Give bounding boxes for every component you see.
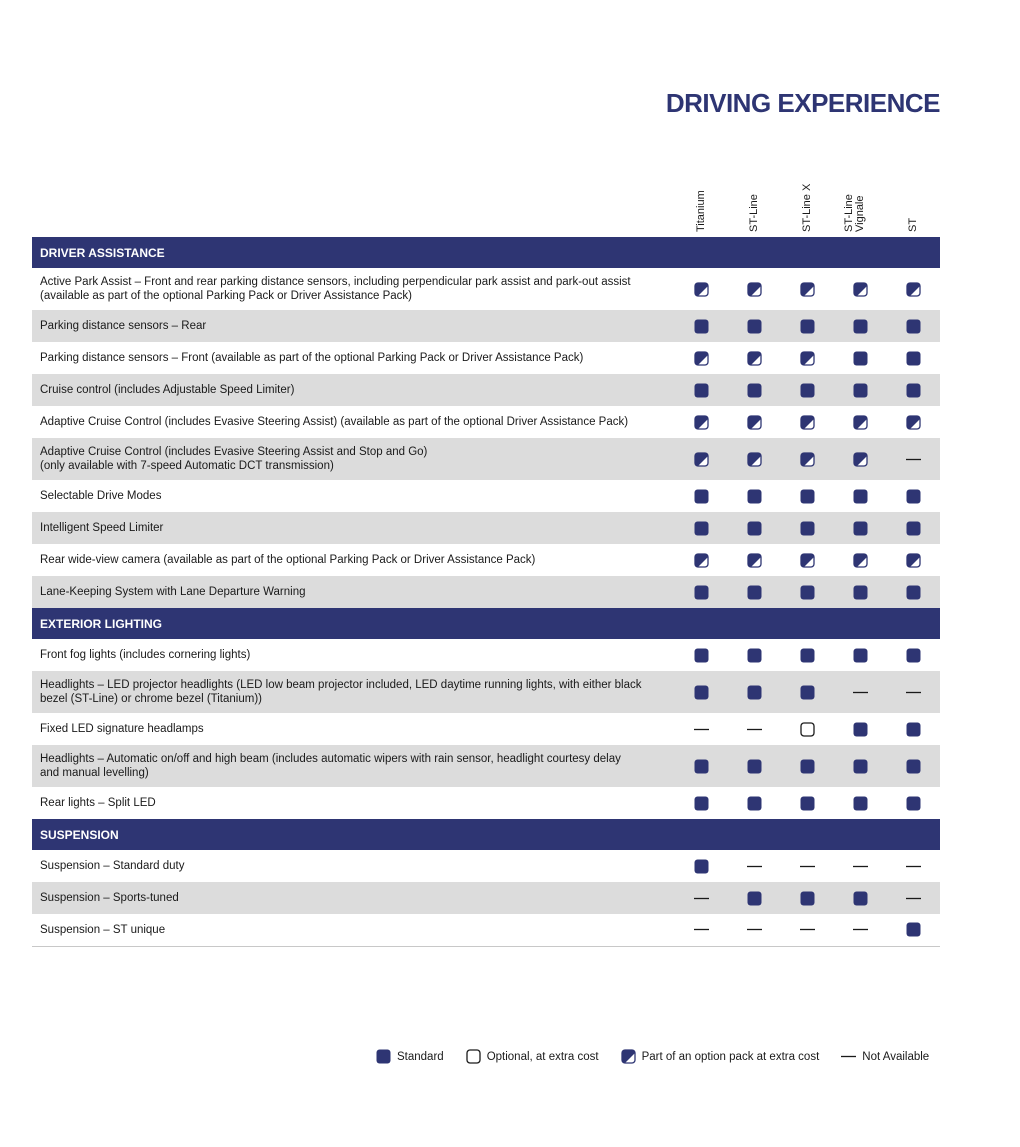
standard-icon — [747, 319, 762, 334]
not-available-icon — [853, 859, 868, 874]
availability-cell — [834, 850, 887, 882]
option-pack-icon — [694, 415, 709, 430]
section-title: EXTERIOR LIGHTING — [32, 608, 940, 639]
not-available-icon — [694, 922, 709, 937]
availability-cell — [834, 671, 887, 713]
option-pack-icon — [800, 282, 815, 297]
availability-cell — [728, 438, 781, 480]
option-pack-icon — [747, 282, 762, 297]
availability-cell — [781, 882, 834, 914]
option-pack-icon — [694, 282, 709, 297]
option-pack-icon — [747, 415, 762, 430]
column-header — [671, 168, 731, 232]
not-available-icon — [841, 1049, 856, 1064]
availability-cell — [781, 639, 834, 671]
availability-cell — [781, 438, 834, 480]
availability-cell — [675, 406, 728, 438]
availability-cell — [834, 438, 887, 480]
standard-icon — [694, 585, 709, 600]
table-row — [32, 374, 940, 406]
option-pack-icon — [800, 553, 815, 568]
availability-cell — [887, 882, 940, 914]
standard-icon — [906, 585, 921, 600]
availability-cell — [675, 342, 728, 374]
availability-cell — [781, 914, 834, 946]
standard-icon — [800, 759, 815, 774]
standard-icon — [694, 759, 709, 774]
availability-cell — [834, 342, 887, 374]
standard-icon — [747, 891, 762, 906]
availability-cell — [887, 914, 940, 946]
availability-cell — [675, 639, 728, 671]
column-header — [777, 168, 837, 232]
feature-label: Cruise control (includes Adjustable Speed Limiter) — [32, 374, 675, 406]
not-available-icon — [906, 891, 921, 906]
availability-cell — [675, 438, 728, 480]
availability-cell — [781, 512, 834, 544]
availability-cell — [675, 713, 728, 745]
availability-cell — [834, 544, 887, 576]
table-row — [32, 882, 940, 914]
section-header — [32, 608, 940, 639]
availability-cell — [728, 544, 781, 576]
column-header — [883, 168, 943, 232]
not-available-icon — [853, 685, 868, 700]
option-pack-icon — [694, 351, 709, 366]
section-header — [32, 819, 940, 850]
availability-cell — [834, 745, 887, 787]
table-row — [32, 480, 940, 512]
availability-cell — [781, 406, 834, 438]
standard-icon — [800, 648, 815, 663]
not-available-icon — [694, 891, 709, 906]
standard-icon — [747, 585, 762, 600]
standard-icon — [800, 383, 815, 398]
table-row — [32, 544, 940, 576]
availability-cell — [728, 342, 781, 374]
availability-cell — [675, 671, 728, 713]
feature-label: Parking distance sensors – Rear — [32, 310, 675, 342]
table-row — [32, 406, 940, 438]
availability-cell — [728, 882, 781, 914]
availability-cell — [728, 671, 781, 713]
availability-cell — [887, 268, 940, 310]
availability-cell — [834, 914, 887, 946]
not-available-icon — [906, 452, 921, 467]
standard-icon — [747, 796, 762, 811]
availability-cell — [675, 480, 728, 512]
availability-cell — [887, 576, 940, 608]
availability-cell — [834, 512, 887, 544]
standard-icon — [694, 319, 709, 334]
availability-cell — [887, 438, 940, 480]
standard-icon — [853, 722, 868, 737]
availability-cell — [887, 310, 940, 342]
column-header-label: ST-Line — [748, 194, 760, 232]
spec-table — [32, 237, 940, 947]
feature-label: Rear wide-view camera (available as part of the optional Parking Pack or Driver Assistance Pack) — [40, 554, 536, 566]
feature-label: Intelligent Speed Limiter — [32, 512, 675, 544]
availability-cell — [887, 713, 940, 745]
option-pack-icon — [853, 452, 868, 467]
legend-item — [466, 1049, 599, 1064]
feature-label: Active Park Assist – Front and rear parking distance sensors, including perpendicular park assist and park-out assist (available as part of the optional Parking Pack or Driver Assistance Pack) — [40, 276, 631, 302]
availability-cell — [834, 882, 887, 914]
availability-cell — [675, 512, 728, 544]
availability-cell — [781, 310, 834, 342]
availability-cell — [781, 544, 834, 576]
standard-icon — [853, 585, 868, 600]
table-row — [32, 310, 940, 342]
availability-cell — [675, 310, 728, 342]
availability-cell — [728, 745, 781, 787]
availability-cell — [781, 342, 834, 374]
standard-icon — [747, 648, 762, 663]
standard-icon — [906, 722, 921, 737]
table-row — [32, 713, 940, 745]
legend — [376, 1049, 929, 1064]
feature-label: Fixed LED signature headlamps — [40, 723, 204, 735]
standard-icon — [906, 319, 921, 334]
table-row — [32, 512, 940, 544]
legend-label: Optional, at extra cost — [486, 1050, 599, 1063]
section-title: DRIVER ASSISTANCE — [32, 237, 940, 268]
standard-icon — [906, 759, 921, 774]
option-pack-icon — [747, 351, 762, 366]
availability-cell — [834, 639, 887, 671]
feature-label: Adaptive Cruise Control (includes Evasive Steering Assist) (available as part of the optional Driver Assistance Pack) — [40, 416, 629, 428]
option-pack-icon — [906, 553, 921, 568]
availability-cell — [728, 374, 781, 406]
not-available-icon — [747, 859, 762, 874]
availability-cell — [675, 914, 728, 946]
standard-icon — [906, 351, 921, 366]
standard-icon — [906, 521, 921, 536]
standard-icon — [694, 648, 709, 663]
standard-icon — [853, 351, 868, 366]
availability-cell — [728, 787, 781, 819]
availability-cell — [675, 374, 728, 406]
not-available-icon — [906, 685, 921, 700]
column-header — [724, 168, 784, 232]
option-pack-icon — [906, 415, 921, 430]
table-row — [32, 268, 940, 310]
availability-cell — [728, 310, 781, 342]
availability-cell — [781, 850, 834, 882]
availability-cell — [728, 480, 781, 512]
legend-label: Not Available — [862, 1050, 930, 1063]
standard-icon — [800, 521, 815, 536]
availability-cell — [675, 268, 728, 310]
feature-label: Rear lights – Split LED — [40, 797, 156, 809]
feature-label: Suspension – Standard duty — [40, 860, 185, 872]
column-header-label: ST-Line Vignale — [843, 194, 866, 232]
standard-icon — [853, 383, 868, 398]
standard-icon — [906, 489, 921, 504]
option-pack-icon — [694, 452, 709, 467]
table-row — [32, 576, 940, 608]
availability-cell — [781, 713, 834, 745]
availability-cell — [728, 406, 781, 438]
not-available-icon — [694, 722, 709, 737]
option-pack-icon — [906, 282, 921, 297]
column-header-label: ST — [907, 217, 919, 232]
availability-cell — [887, 512, 940, 544]
option-pack-icon — [853, 553, 868, 568]
legend-item — [621, 1049, 820, 1064]
standard-icon — [853, 891, 868, 906]
feature-label: Front fog lights (includes cornering lights) — [40, 649, 251, 661]
availability-cell — [728, 850, 781, 882]
standard-icon — [906, 796, 921, 811]
column-header-label: Titanium — [695, 190, 707, 232]
standard-icon — [853, 319, 868, 334]
feature-label: Headlights – Automatic on/off and high beam (includes automatic wipers with rain sensor, headlight courtesy delay and manual levelling) — [32, 745, 675, 787]
standard-icon — [906, 648, 921, 663]
section-header — [32, 237, 940, 268]
availability-cell — [834, 374, 887, 406]
availability-cell — [834, 480, 887, 512]
standard-icon — [747, 489, 762, 504]
not-available-icon — [906, 859, 921, 874]
standard-icon — [906, 922, 921, 937]
availability-cell — [834, 576, 887, 608]
availability-cell — [781, 268, 834, 310]
availability-cell — [675, 850, 728, 882]
standard-icon — [694, 859, 709, 874]
availability-cell — [675, 576, 728, 608]
availability-cell — [781, 480, 834, 512]
availability-cell — [728, 713, 781, 745]
feature-label: Adaptive Cruise Control (includes Evasive Steering Assist and Stop and Go) (only available with 7-speed Automatic DCT transmission) — [32, 438, 675, 480]
availability-cell — [887, 544, 940, 576]
standard-icon — [694, 796, 709, 811]
availability-cell — [728, 914, 781, 946]
not-available-icon — [800, 859, 815, 874]
availability-cell — [728, 268, 781, 310]
option-pack-icon — [800, 351, 815, 366]
standard-icon — [747, 383, 762, 398]
table-row — [32, 639, 940, 671]
standard-icon — [694, 685, 709, 700]
availability-cell — [887, 639, 940, 671]
table-row — [32, 342, 940, 374]
option-pack-icon — [800, 452, 815, 467]
not-available-icon — [747, 922, 762, 937]
availability-cell — [675, 787, 728, 819]
legend-item — [376, 1049, 444, 1064]
standard-icon — [853, 648, 868, 663]
availability-cell — [834, 713, 887, 745]
column-header — [830, 168, 890, 232]
option-pack-icon — [800, 415, 815, 430]
availability-cell — [781, 671, 834, 713]
feature-label: Headlights – LED projector headlights (LED low beam projector included, LED daytime running lights, with either black bezel (ST-Line) or chrome bezel (Titanium)) — [32, 671, 675, 713]
availability-cell — [887, 850, 940, 882]
availability-cell — [834, 787, 887, 819]
standard-icon — [800, 891, 815, 906]
table-row — [32, 438, 940, 480]
standard-icon — [853, 521, 868, 536]
standard-icon — [376, 1049, 391, 1064]
table-row — [32, 850, 940, 882]
legend-item — [841, 1049, 929, 1064]
feature-label: Lane-Keeping System with Lane Departure Warning — [32, 576, 675, 608]
standard-icon — [853, 796, 868, 811]
standard-icon — [800, 796, 815, 811]
standard-icon — [800, 685, 815, 700]
availability-cell — [887, 787, 940, 819]
availability-cell — [887, 745, 940, 787]
optional-icon — [466, 1049, 481, 1064]
standard-icon — [853, 759, 868, 774]
availability-cell — [834, 268, 887, 310]
feature-label: Suspension – ST unique — [32, 914, 675, 946]
availability-cell — [834, 310, 887, 342]
column-headers — [0, 170, 1020, 234]
feature-label: Selectable Drive Modes — [40, 490, 162, 502]
page-title: DRIVING EXPERIENCE — [665, 88, 940, 118]
availability-cell — [781, 576, 834, 608]
availability-cell — [728, 576, 781, 608]
column-header-label: ST-Line X — [801, 183, 813, 232]
availability-cell — [675, 544, 728, 576]
standard-icon — [694, 383, 709, 398]
option-pack-icon — [853, 415, 868, 430]
legend-label: Standard — [397, 1050, 444, 1063]
not-available-icon — [853, 922, 868, 937]
table-row — [32, 914, 940, 946]
table-row — [32, 745, 940, 787]
option-pack-icon — [853, 282, 868, 297]
standard-icon — [853, 489, 868, 504]
standard-icon — [800, 585, 815, 600]
standard-icon — [694, 521, 709, 536]
optional-icon — [800, 722, 815, 737]
standard-icon — [747, 521, 762, 536]
availability-cell — [728, 512, 781, 544]
table-row — [32, 787, 940, 819]
standard-icon — [747, 759, 762, 774]
availability-cell — [887, 406, 940, 438]
not-available-icon — [800, 922, 815, 937]
feature-label: Parking distance sensors – Front (available as part of the optional Parking Pack or Driver Assistance Pack) — [40, 352, 584, 364]
availability-cell — [781, 787, 834, 819]
availability-cell — [834, 406, 887, 438]
option-pack-icon — [694, 553, 709, 568]
option-pack-icon — [747, 553, 762, 568]
option-pack-icon — [621, 1049, 636, 1064]
availability-cell — [887, 480, 940, 512]
availability-cell — [675, 882, 728, 914]
availability-cell — [887, 374, 940, 406]
availability-cell — [781, 374, 834, 406]
availability-cell — [728, 639, 781, 671]
availability-cell — [781, 745, 834, 787]
standard-icon — [747, 685, 762, 700]
option-pack-icon — [747, 452, 762, 467]
availability-cell — [887, 342, 940, 374]
availability-cell — [887, 671, 940, 713]
table-row — [32, 671, 940, 713]
availability-cell — [675, 745, 728, 787]
standard-icon — [800, 489, 815, 504]
legend-label: Part of an option pack at extra cost — [641, 1050, 820, 1063]
standard-icon — [694, 489, 709, 504]
feature-label: Suspension – Sports-tuned — [32, 882, 675, 914]
section-title: SUSPENSION — [32, 819, 940, 850]
standard-icon — [906, 383, 921, 398]
standard-icon — [800, 319, 815, 334]
not-available-icon — [747, 722, 762, 737]
